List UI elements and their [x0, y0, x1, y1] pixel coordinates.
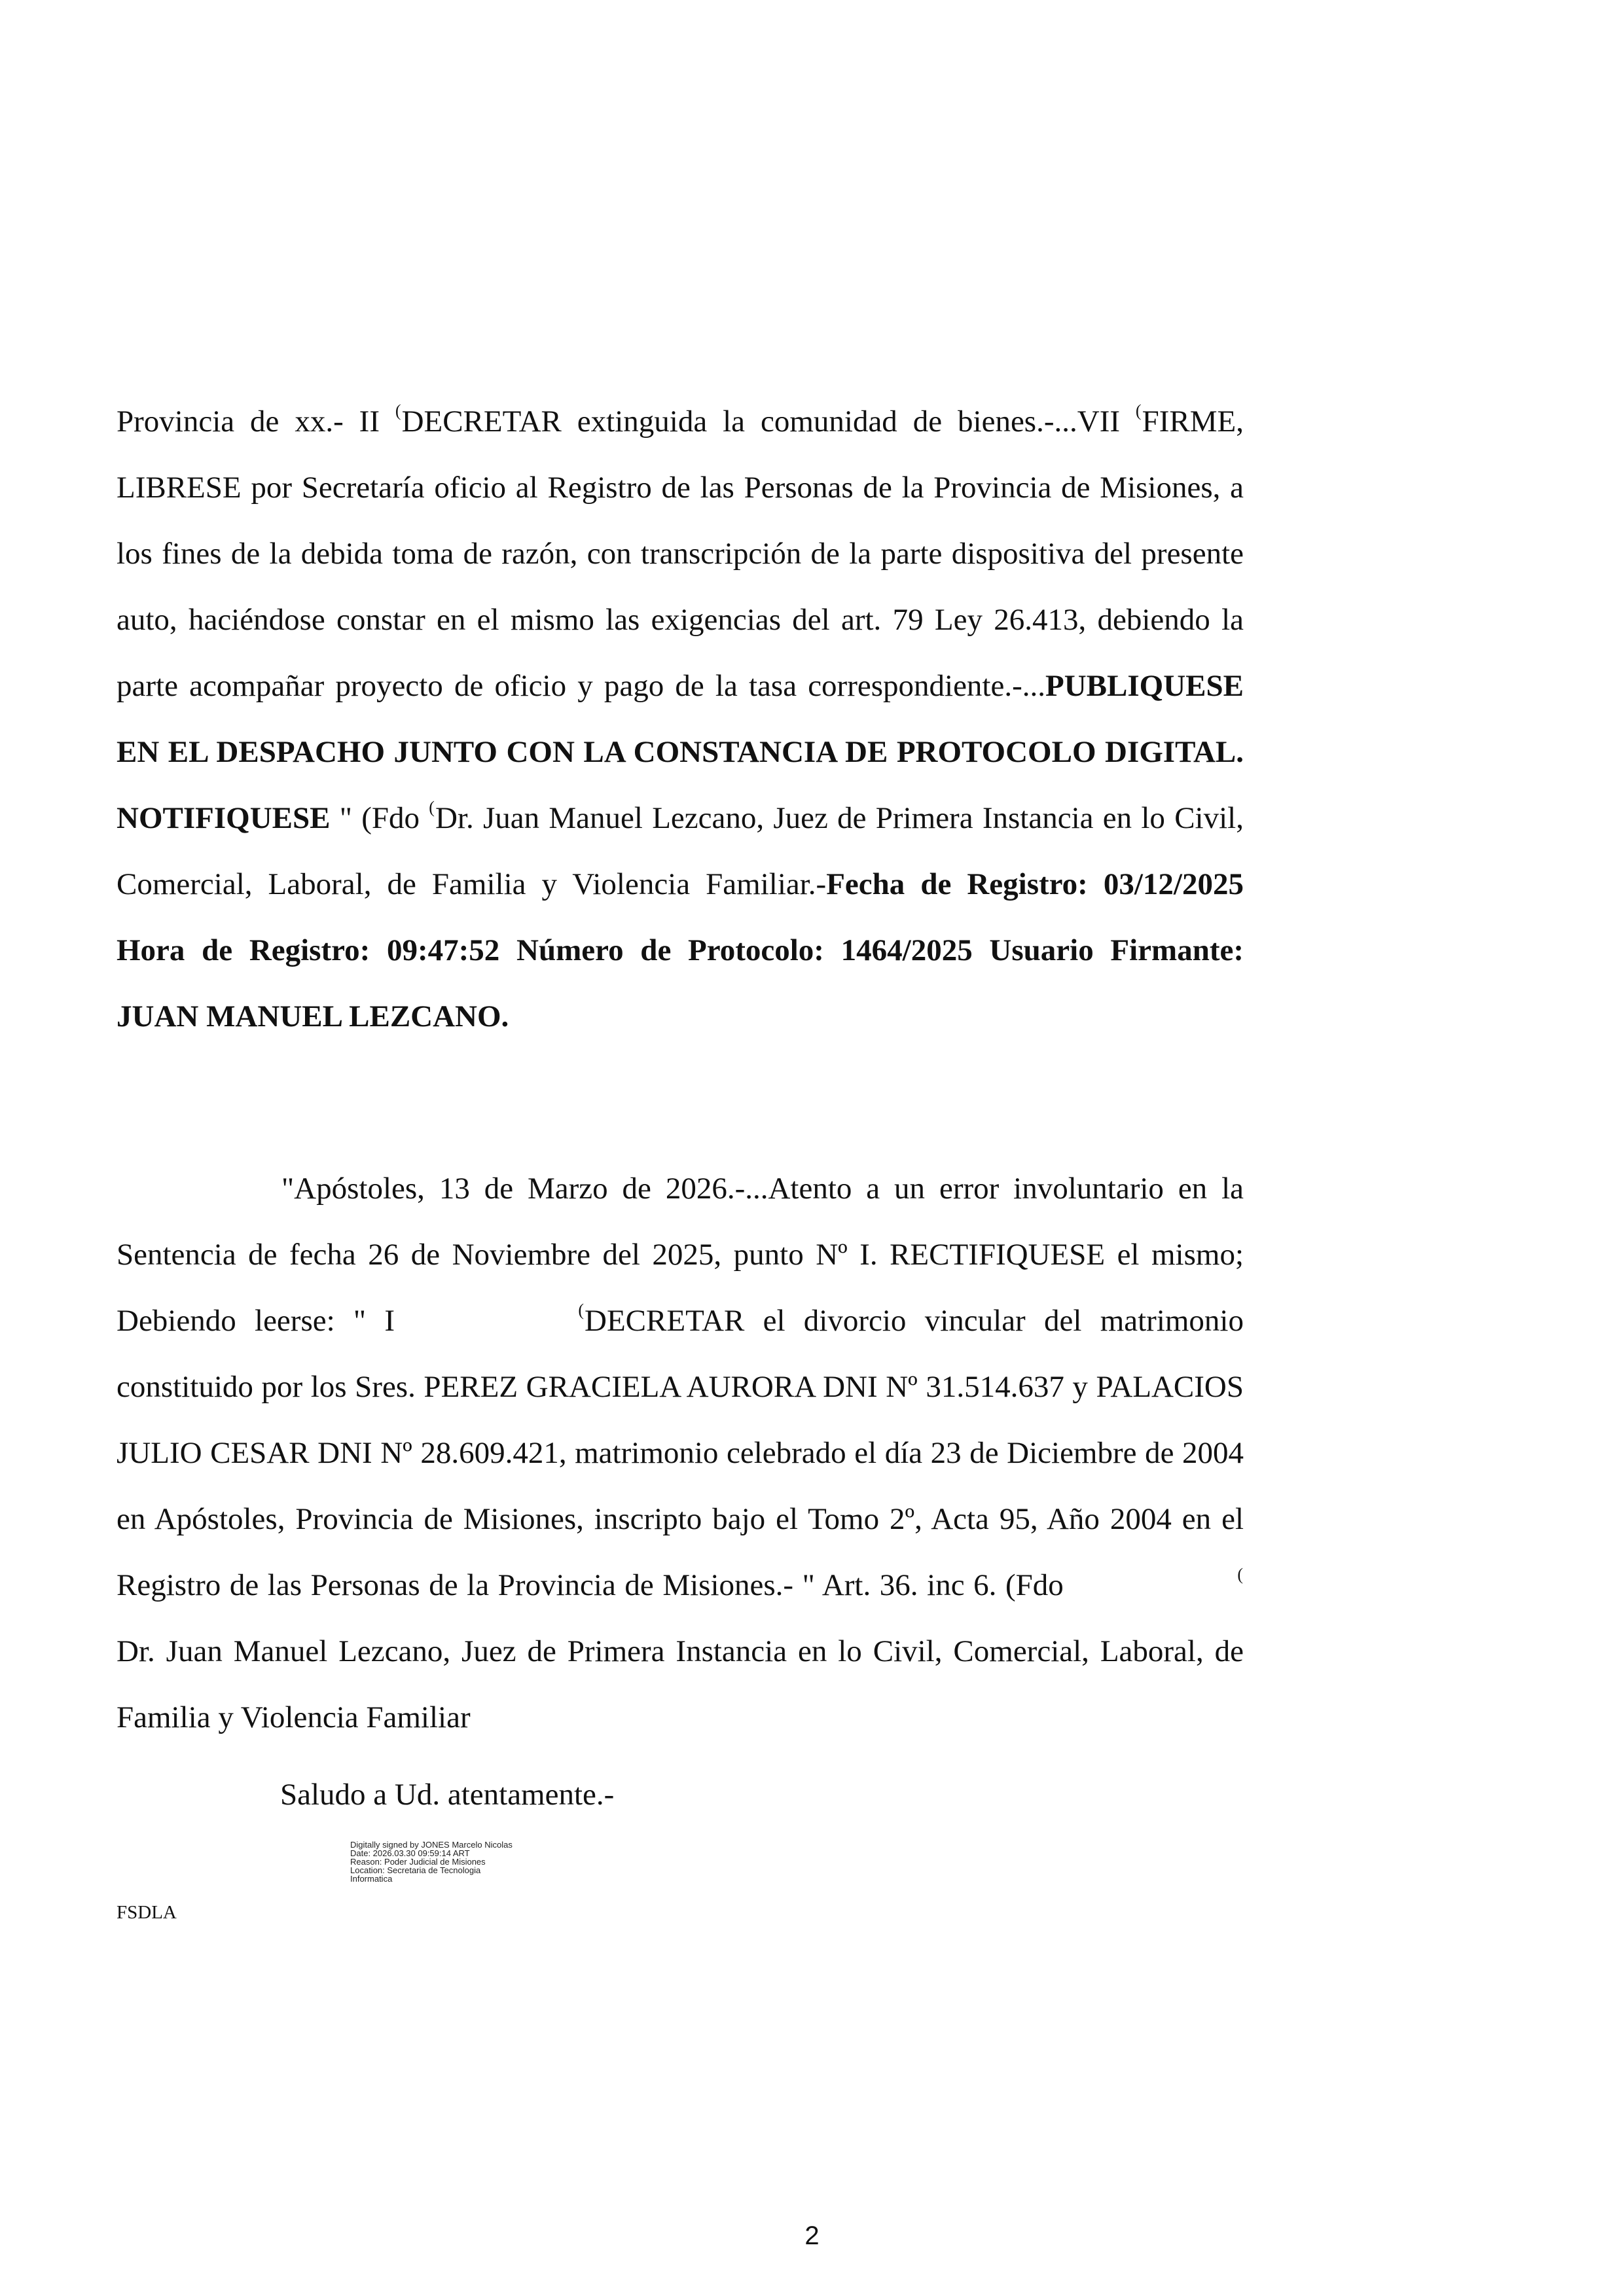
bold-registration-info: Fecha de Registro: 03/12/2025 Hora de Registro: 09:47:52 Número de Protocolo: 1464/2025 Usuario Firmante: JUAN MANUEL LEZCANO.: [117, 867, 1244, 1033]
signature-line: Location: Secretaria de Tecnologia: [350, 1865, 481, 1875]
digital-signature-block: [350, 1840, 513, 1883]
paragraph-rectification: [117, 1156, 1244, 1751]
text-segment: DECRETAR el divorcio vincular del matrimonio constituido por los Sres. PEREZ GRACIELA AURORA DNI Nº 31.514.637 y PALACIOS JULIO CESAR DNI Nº 28.609.421, matrimonio celebrado el día 23 de Diciembre de 2004 en Apóstoles, Provincia de Misiones, inscripto bajo el Tomo 2º, Acta 95, Año 2004 en el Registro de las Personas de la Provincia de Misiones.- " Art. 36. inc 6. (Fdo: [117, 1304, 1244, 1602]
text-segment: " (Fdo: [330, 801, 429, 835]
text-segment: DECRETAR extinguida la comunidad de bienes.-...VII: [401, 404, 1136, 439]
text-segment: "Apóstoles, 13 de Marzo de 2026.-...Atento a un error involuntario en la Sentencia de fecha 26 de Noviembre del 2025, punto Nº I. RECTIFIQUESE el mismo; Debiendo leerse: " I: [117, 1172, 1244, 1338]
text-segment: Dr. Juan Manuel Lezcano, Juez de Primera Instancia en lo Civil, Comercial, Laboral, de Familia y Violencia Familiar.-: [117, 801, 1244, 901]
signature-line: Informatica: [350, 1874, 393, 1884]
text-segment: Dr. Juan Manuel Lezcano, Juez de Primera Instancia en lo Civil, Comercial, Laboral, de Familia y Violencia Familiar: [117, 1634, 1244, 1734]
text-segment: FIRME, LIBRESE por Secretaría oficio al Registro de las Personas de la Provincia de Misiones, a los fines de la debida toma de razón, con transcripción de la parte dispositiva del presente auto, haciéndose constar en el mismo las exigencias del art. 79 Ley 26.413, debiendo la parte acompañar proyecto de oficio y pago de la tasa correspondiente.-...: [117, 404, 1244, 703]
paragraph-text: Provincia de xx.- II (DECRETAR extinguida la comunidad de bienes.-...VII (FIRME, LIBRESE por Secretaría oficio al Registro de las Personas de la Provincia de Misiones, a los fines de la debida toma de razón, con transcripción de la parte dispositiva del presente auto, haciéndose constar en el mismo las exigencias del art. 79 Ley 26.413, debiendo la parte acompañar proyecto de oficio y pago de la tasa correspondiente.-...PUBLIQUESE EN EL DESPACHO JUNTO CON LA CONSTANCIA DE PROTOCOLO DIGITAL. NOTIFIQUESE " (Fdo (Dr. Juan Manuel Lezcano, Juez de Primera Instancia en lo Civil, Comercial, Laboral, de Familia y Violencia Familiar.-Fecha de Registro: 03/12/2025 Hora de Registro: 09:47:52 Número de Protocolo: 1464/2025 Usuario Firmante: JUAN MANUEL LEZCANO.: [117, 401, 1244, 1033]
author-initials: FSDLA: [117, 1902, 177, 1923]
text-segment: Provincia de xx.- II: [117, 404, 395, 439]
page-number: 2: [804, 2221, 820, 2250]
closing-salutation: Saludo a Ud. atentamente.-: [280, 1778, 615, 1812]
paragraph-resolution-excerpt: [117, 389, 1244, 1050]
signature-line: Digitally signed by JONES Marcelo Nicolas: [350, 1840, 513, 1850]
signature-line: Date: 2026.03.30 09:59:14 ART: [350, 1848, 470, 1858]
paragraph-text: "Apóstoles, 13 de Marzo de 2026.-...Atento a un error involuntario en la Sentencia de fecha 26 de Noviembre del 2025, punto Nº I. RECTIFIQUESE el mismo; Debiendo leerse: " I (DECRETAR el divorcio vincular del matrimonio constituido por los Sres. PEREZ GRACIELA AURORA DNI Nº 31.514.637 y PALACIOS JULIO CESAR DNI Nº 28.609.421, matrimonio celebrado el día 23 de Diciembre de 2004 en Apóstoles, Provincia de Misiones, inscripto bajo el Tomo 2º, Acta 95, Año 2004 en el Registro de las Personas de la Provincia de Misiones.- " Art. 36. inc 6. (Fdo (Dr. Juan Manuel Lezcano, Juez de Primera Instancia en lo Civil, Comercial, Laboral, de Familia y Violencia Familiar: [117, 1172, 1244, 1734]
signature-line: Reason: Poder Judicial de Misiones: [350, 1857, 486, 1867]
bold-publication-notice: PUBLIQUESE EN EL DESPACHO JUNTO CON LA CONSTANCIA DE PROTOCOLO DIGITAL. NOTIFIQUESE: [117, 669, 1244, 835]
